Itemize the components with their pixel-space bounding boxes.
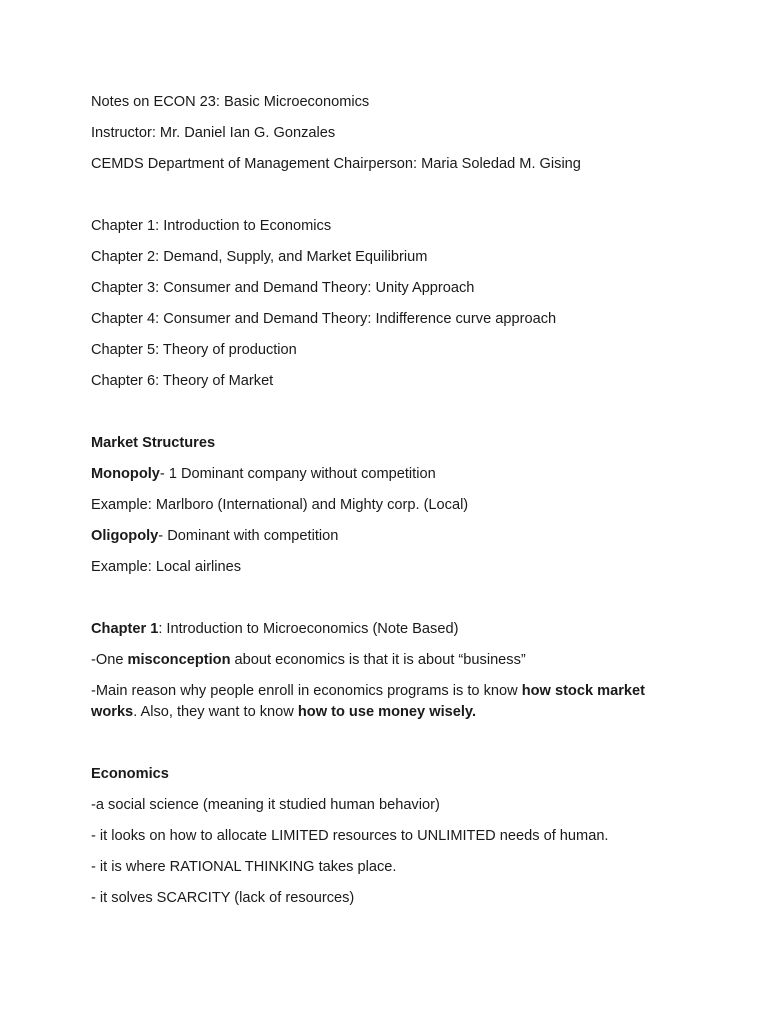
chapter1-term: Chapter 1 — [91, 621, 159, 637]
enroll-reason-point: -Main reason why people enroll in economics programs is to know how stock market works. Also, they want to know how to use money wisely. — [91, 683, 645, 720]
money-wisely-phrase: how to use money wisely. — [297, 704, 476, 720]
stock-market-phrase: how stock market works — [91, 683, 645, 720]
monopoly-term: Monopoly — [91, 466, 160, 482]
economics-point: - it solves SCARCITY (lack of resources) — [91, 890, 355, 906]
chapter1-heading — [91, 619, 691, 640]
economics-heading: Economics — [91, 766, 169, 782]
chapter-item: Chapter 6: Theory of Market — [91, 373, 274, 389]
oligopoly-line — [91, 526, 691, 547]
misconception-point: -One misconception about economics is that it is about “business” — [91, 652, 526, 668]
chairperson-line: CEMDS Department of Management Chairperson: Maria Soledad M. Gising — [91, 156, 581, 172]
instructor-line: Instructor: Mr. Daniel Ian G. Gonzales — [91, 125, 336, 141]
spacer — [91, 402, 691, 433]
chapter1-title: : Introduction to Microeconomics (Note Based) — [158, 621, 459, 637]
economics-point: - it is where RATIONAL THINKING takes place. — [91, 859, 397, 875]
spacer — [91, 185, 691, 216]
chapter-item: Chapter 5: Theory of production — [91, 342, 297, 358]
chapter-item: Chapter 1: Introduction to Economics — [91, 218, 332, 234]
oligopoly-example: Example: Local airlines — [91, 559, 242, 575]
chapter-list — [91, 216, 691, 392]
monopoly-example: Example: Marlboro (International) and Mighty corp. (Local) — [91, 497, 469, 513]
monopoly-line — [91, 464, 691, 485]
chapter1-section — [91, 619, 691, 723]
notes-title: Notes on ECON 23: Basic Microeconomics — [91, 94, 370, 110]
chapter-item: Chapter 3: Consumer and Demand Theory: Unity Approach — [91, 280, 475, 296]
chapter-item: Chapter 4: Consumer and Demand Theory: Indifference curve approach — [91, 311, 557, 327]
economics-point: - it looks on how to allocate LIMITED resources to UNLIMITED needs of human. — [91, 828, 609, 844]
oligopoly-definition: - Dominant with competition — [158, 528, 339, 544]
chapter-item: Chapter 2: Demand, Supply, and Market Equilibrium — [91, 249, 428, 265]
market-structures-section — [91, 433, 691, 578]
market-structures-heading: Market Structures — [91, 435, 216, 451]
spacer — [91, 588, 691, 619]
misconception-term: misconception — [127, 652, 231, 668]
monopoly-definition: - 1 Dominant company without competition — [159, 466, 436, 482]
economics-section — [91, 764, 691, 909]
document-page — [91, 92, 691, 919]
oligopoly-term: Oligopoly — [91, 528, 159, 544]
spacer — [91, 733, 691, 764]
economics-point: -a social science (meaning it studied human behavior) — [91, 797, 440, 813]
